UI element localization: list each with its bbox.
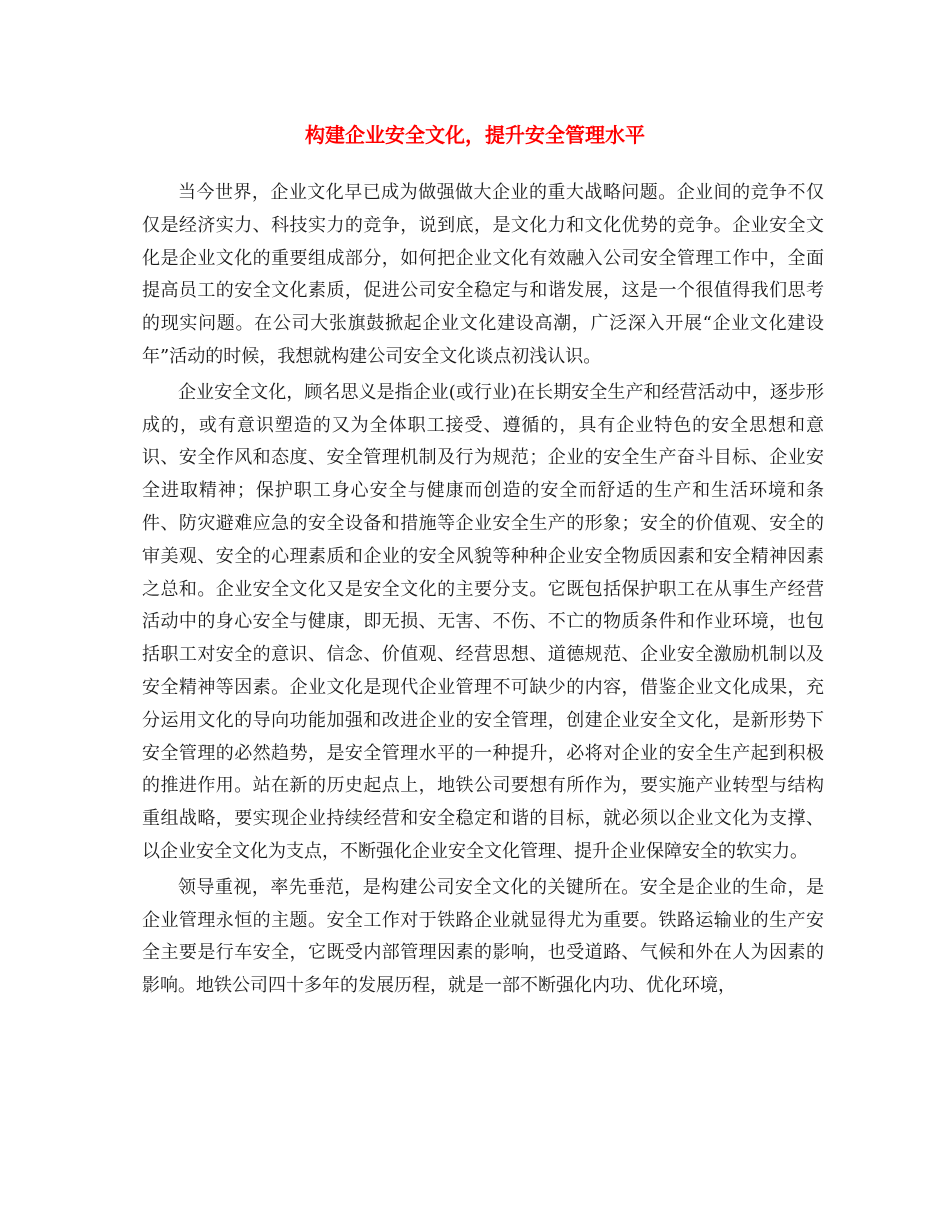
paragraph-3: 领导重视，率先垂范，是构建公司安全文化的关键所在。安全是企业的生命，是企业管理永恒的主题。安全工作对于铁路企业就显得尤为重要。铁路运输业的生产安全主要是行车安全，它既受内部管理因素的影响，也受道路、气候和外在人为因素的影响。地铁公司四十多年的发展历程，就是一部不断强化内功、优化环境， (142, 876, 824, 997)
document-body (142, 177, 824, 1006)
document-title: 构建企业安全文化，提升安全管理水平 (305, 123, 645, 147)
paragraph-2: 企业安全文化，顾名思义是指企业(或行业)在长期安全生产和经营活动中，逐步形成的，或有意识塑造的又为全体职工接受、遵循的，具有企业特色的安全思想和意识、安全作风和态度、安全管理机制及行为规范；企业的安全生产奋斗目标、企业安全进取精神；保护职工身心安全与健康而创造的安全而舒适的生产和生活环境和条件、防灾避难应急的安全设备和措施等企业安全生产的形象；安全的价值观、安全的审美观、安全的心理素质和企业的安全风貌等种种企业安全物质因素和安全精神因素之总和。企业安全文化又是安全文化的主要分支。它既包括保护职工在从事生产经营活动中的身心安全与健康，即无损、无害、不伤、不亡的物质条件和作业环境，也包括职工对安全的意识、信念、价值观、经营思想、道德规范、企业安全激励机制以及安全精神等因素。企业文化是现代企业管理不可缺少的内容，借鉴企业文化成果，充分运用文化的导向功能加强和改进企业的安全管理，创建企业安全文化，是新形势下安全管理的必然趋势，是安全管理水平的一种提升，必将对企业的安全生产起到积极的推进作用。站在新的历史起点上，地铁公司要想有所作为，要实施产业转型与结构重组战略，要实现企业持续经营和安全稳定和谐的目标，就必须以企业文化为支撑、以企业安全文化为支点，不断强化企业安全文化管理、提升企业保障安全的软实力。 (142, 381, 824, 862)
paragraph-1: 当今世界，企业文化早已成为做强做大企业的重大战略问题。企业间的竞争不仅仅是经济实力、科技实力的竞争，说到底，是文化力和文化优势的竞争。企业安全文化是企业文化的重要组成部分，如何把企业文化有效融入公司安全管理工作中，全面提高员工的安全文化素质，促进公司安全稳定与和谐发展，这是一个很值得我们思考的现实问题。在公司大张旗鼓掀起企业文化建设高潮，广泛深入开展“企业文化建设年”活动的时候，我想就构建公司安全文化谈点初浅认识。 (142, 182, 824, 367)
